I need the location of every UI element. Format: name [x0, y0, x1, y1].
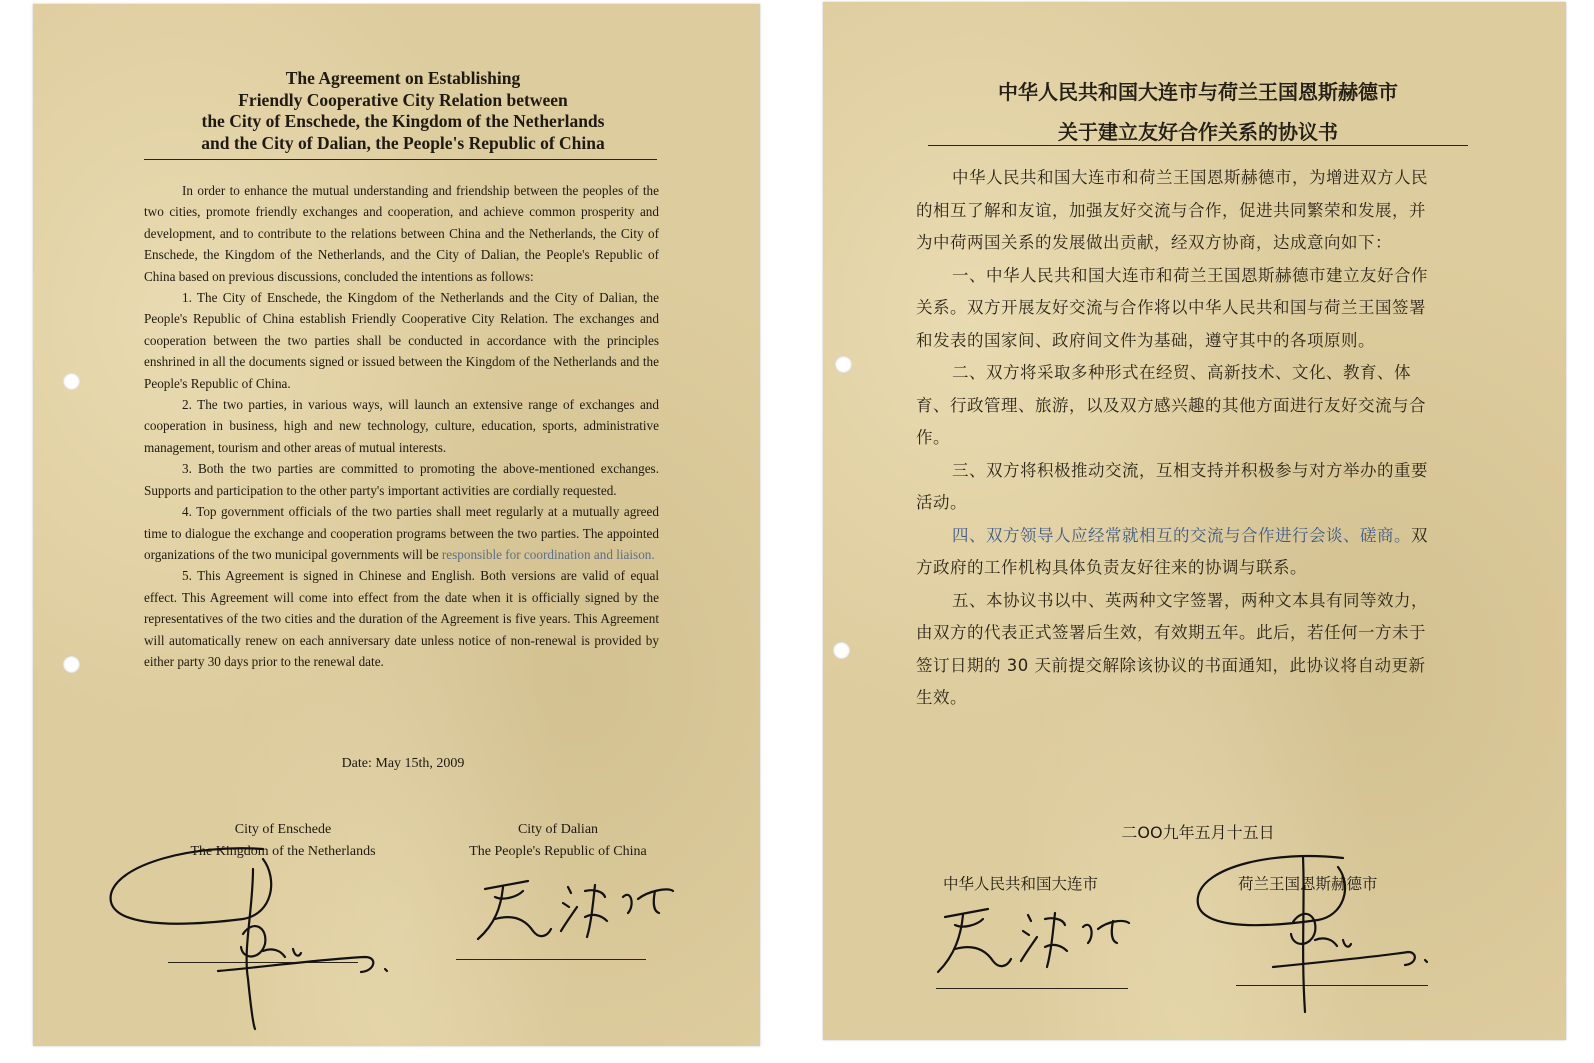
chinese-title — [923, 72, 1473, 152]
clause-2: 二、双方将采取多种形式在经贸、高新技术、文化、教育、体育、行政管理、旅游，以及双方感兴趣的其他方面进行友好交流与合作。 — [916, 363, 1426, 447]
clause-4 — [916, 520, 1434, 585]
title-divider — [144, 159, 657, 160]
signature-line — [456, 959, 646, 960]
clause-5: 五、本协议书以中、英两种文字签署，两种文本具有同等效力，由双方的代表正式签署后生效，有效期五年。此后，若任何一方未于签订日期的 30 天前提交解除该协议的书面通知，此协议将自动更新生效。 — [916, 590, 1428, 707]
clause-1: 一、中华人民共和国大连市和荷兰王国恩斯赫德市建立友好合作关系。双方开展友好交流与合作将以中华人民共和国与荷兰王国签署和发表的国家间、政府间文件为基础，遵守其中的各项原则。 — [916, 265, 1428, 350]
enschede-signature — [103, 839, 393, 1034]
chinese-body — [916, 162, 1434, 715]
english-agreement-page — [33, 4, 760, 1046]
title-line: 中华人民共和国大连市与荷兰王国恩斯赫德市 — [998, 80, 1398, 104]
punch-hole — [835, 356, 852, 373]
clause-4-faint-text: 四、双方领导人应经常就相互的交流与合作进行会谈、磋商。 — [952, 525, 1411, 545]
clause-2: 2. The two parties, in various ways, will launch an extensive range of exchanges and cooperation in business, high and new technology, culture, education, sports, administrative management, tourism and other areas of mutual interests. — [144, 397, 659, 455]
signatory-line: The People's Republic of China — [469, 844, 647, 859]
clause-5: 5. This Agreement is signed in Chinese and English. Both versions are valid of equal effect. This Agreement will come into effect from the date when it is officially signed by the representatives of the two cities and the duration of the Agreement is five years. This Agreement will automatically renew on each anniversary date unless notice of non-renewal is provided by either party 30 days prior to the renewal date. — [144, 568, 659, 669]
signatory-line: City of Enschede — [234, 822, 332, 837]
preamble-paragraph: In order to enhance the mutual understanding and friendship between the peoples of the two cities, promote friendly exchanges and cooperation, and achieve common prosperity and development, and to contribute to the relations between China and the Netherlands, the City of Enschede, the Kingdom of the Netherlands, and the City of Dalian, the People's Republic of China based on previous discussions, concluded the intentions as follows: — [144, 183, 659, 284]
signatory-enschede: 荷兰王国恩斯赫德市 — [1238, 875, 1378, 893]
preamble-paragraph: 中华人民共和国大连市和荷兰王国恩斯赫德市，为增进双方人民的相互了解和友谊，加强友好交流与合作，促进共同繁荣和发展，并为中荷两国关系的发展做出贡献，经双方协商，达成意向如下： — [916, 168, 1428, 252]
english-title — [143, 68, 663, 154]
clause-4 — [144, 501, 659, 565]
clause-3: 3. Both the two parties are committed to promoting the above-mentioned exchanges. Supports and participation to the other party's important activities are cordially requested. — [144, 461, 659, 498]
clause-4-faint-text: responsible for coordination and liaison. — [441, 546, 655, 562]
title-line: 关于建立友好合作关系的协议书 — [1058, 120, 1338, 144]
signatory-line: City of Dalian — [517, 822, 599, 837]
signing-date: Date: May 15th, 2009 — [341, 756, 465, 771]
title-line: the City of Enschede, the Kingdom of the Netherlands — [201, 111, 605, 131]
signatory-dalian: 中华人民共和国大连市 — [943, 875, 1099, 893]
signature-line — [936, 988, 1128, 989]
title-line: Friendly Cooperative City Relation between — [238, 89, 568, 110]
signatory-dalian — [438, 819, 678, 863]
clause-4-text: 双方政府的工作机构具体负责友好往来的协调与联系。 — [916, 525, 1428, 577]
clause-1: 1. The City of Enschede, the Kingdom of the Netherlands and the City of Dalian, the People's Republic of China establish Friendly Cooperative City Relation. The exchanges and cooperation between the two parties shall be conducted in accordance with the principles enshrined in all the documents signed or issued between the Kingdom of the Netherlands and the People's Republic of China. — [144, 290, 659, 391]
english-body — [144, 180, 659, 672]
chinese-agreement-page — [823, 2, 1566, 1040]
punch-hole — [63, 656, 80, 673]
signatory-line: The Kingdom of the Netherlands — [190, 844, 376, 859]
title-line: The Agreement on Establishing — [285, 68, 521, 88]
signing-date: 二OO九年五月十五日 — [1121, 823, 1275, 842]
dalian-signature — [933, 897, 1133, 982]
title-line: and the City of Dalian, the People's Republic of China — [201, 132, 605, 153]
clause-4-text: 4. Top government officials of the two parties shall meet regularly at a mutually agreed time to dialogue the exchange and cooperation programs between the two parties. The appointed organizations of the two municipal governments will be — [144, 504, 659, 562]
punch-hole — [833, 642, 850, 659]
enschede-signature — [1193, 852, 1443, 1017]
clause-3: 三、双方将积极推动交流，互相支持并积极参与对方举办的重要活动。 — [916, 460, 1428, 512]
punch-hole — [63, 373, 80, 390]
title-divider — [928, 145, 1468, 146]
dalian-signature — [473, 869, 673, 949]
